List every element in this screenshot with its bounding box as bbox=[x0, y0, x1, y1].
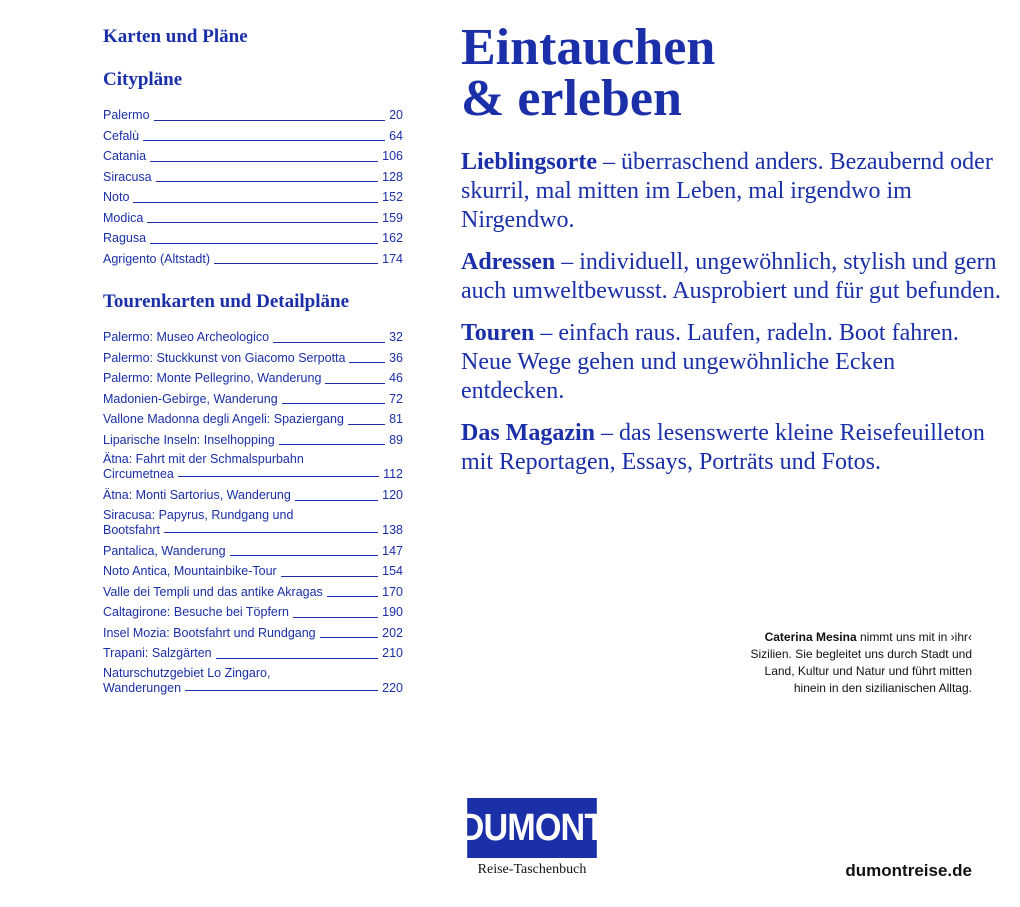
toc-entry bbox=[103, 126, 403, 147]
toc-leader-line bbox=[143, 140, 385, 141]
toc-entry-label: Caltagirone: Besuche bei Töpfern bbox=[103, 605, 289, 619]
logo-brand: DUMONT bbox=[467, 798, 597, 858]
feature-term: Touren bbox=[461, 320, 535, 346]
toc-leader-line bbox=[216, 658, 379, 659]
author-blurb bbox=[732, 629, 972, 697]
toc-entry-label: Palermo: Stuckkunst von Giacomo Serpotta bbox=[103, 350, 346, 365]
toc-page-number: 81 bbox=[389, 412, 403, 426]
toc-page-number: 152 bbox=[382, 190, 403, 204]
toc-leader-line bbox=[349, 362, 385, 363]
toc-page-number: 112 bbox=[383, 467, 403, 481]
toc-page-number: 89 bbox=[389, 432, 403, 447]
toc-entry bbox=[103, 228, 403, 249]
toc-leader-line bbox=[156, 181, 379, 182]
toc-leader-line bbox=[214, 263, 378, 264]
toc-leader-line bbox=[293, 617, 378, 618]
toc-page-number: 20 bbox=[389, 108, 403, 122]
toc-entry-label: Noto bbox=[103, 190, 130, 204]
toc-entry-label: Pantalica, Wanderung bbox=[103, 543, 226, 558]
toc-leader-line bbox=[150, 243, 378, 244]
feature-block bbox=[461, 419, 1001, 477]
toc-leader-line bbox=[348, 424, 385, 425]
toc-leader-line bbox=[273, 342, 385, 343]
toc-page-number: 147 bbox=[382, 543, 403, 558]
toc-entry-label: Ätna: Monti Sartorius, Wanderung bbox=[103, 488, 291, 502]
toc-entry bbox=[103, 368, 403, 389]
toc-leader-line bbox=[320, 637, 379, 638]
toc-entry bbox=[103, 623, 403, 644]
toc-entry-label: Palermo bbox=[103, 108, 150, 122]
toc-entry-label: Catania bbox=[103, 149, 147, 163]
author-text: nimmt uns mit in ›ihr‹ Sizilien. Sie begleitet uns durch Stadt und Land, Kultur und Natur und führt mitten hinein in den sizilianischen Alltag. bbox=[750, 630, 972, 695]
toc-entry bbox=[103, 187, 403, 208]
toc-entry-label: Palermo: Monte Pellegrino, Wanderung bbox=[103, 371, 322, 385]
toc-entry bbox=[103, 602, 403, 623]
toc-entry bbox=[103, 452, 403, 482]
logo-tagline: Reise-Taschenbuch bbox=[477, 862, 587, 877]
toc-page-number: 190 bbox=[382, 605, 403, 619]
toc-entry-label: Noto Antica, Mountainbike-Tour bbox=[103, 564, 277, 578]
website-url: dumontreise.de bbox=[845, 861, 972, 880]
toc-entry-label: Agrigento (Altstadt) bbox=[103, 251, 210, 266]
toc-page-number: 120 bbox=[382, 488, 403, 502]
toc-page-number: 138 bbox=[382, 522, 403, 537]
feature-block bbox=[461, 248, 1001, 306]
toc-page-number: 64 bbox=[389, 128, 403, 143]
toc-page-number: 210 bbox=[382, 646, 403, 660]
toc-leader-line bbox=[230, 555, 379, 556]
toc-entry bbox=[103, 643, 403, 664]
toc-entry-label: Siracusa bbox=[103, 169, 152, 184]
toc-page-number: 170 bbox=[382, 584, 403, 599]
toc-entry-label: Liparische Inseln: Inselhopping bbox=[103, 432, 275, 447]
feature-term: Das Magazin bbox=[461, 420, 595, 446]
feature-blocks bbox=[461, 148, 1001, 477]
toc-entry bbox=[103, 541, 403, 562]
toc-leader-line bbox=[295, 500, 378, 501]
toc-entry-label: Naturschutzgebiet Lo Zingaro, bbox=[103, 665, 271, 680]
toc-leader-line bbox=[325, 383, 385, 384]
toc-leader-line bbox=[147, 222, 378, 223]
toc-entry bbox=[103, 146, 403, 167]
toc-entry bbox=[103, 430, 403, 451]
toc-leader-line bbox=[133, 202, 378, 203]
toc-leader-line bbox=[279, 444, 385, 445]
citymaps-list bbox=[103, 105, 403, 269]
toc-entry-label: Modica bbox=[103, 210, 144, 225]
toc-page-number: 128 bbox=[382, 169, 403, 184]
citymaps-title: Citypläne bbox=[103, 69, 183, 90]
toc-page-number: 220 bbox=[382, 680, 403, 695]
toc-leader-line bbox=[178, 476, 379, 477]
toc-entry-label: Vallone Madonna degli Angeli: Spaziergang bbox=[103, 412, 344, 426]
tourmaps-list bbox=[103, 327, 403, 696]
toc-entry-label-continued: Wanderungen bbox=[103, 680, 182, 695]
hero-title bbox=[461, 19, 1001, 127]
toc-page-number: 154 bbox=[382, 564, 403, 578]
toc-entry-label: Valle dei Templi und das antike Akragas bbox=[103, 584, 323, 599]
feature-text: – einfach raus. Laufen, radeln. Boot fahren. Neue Wege gehen und ungewöhnliche Ecken entdecken. bbox=[461, 320, 959, 404]
feature-term: Adressen bbox=[461, 249, 556, 275]
toc-leader-line bbox=[327, 596, 378, 597]
feature-text: – individuell, ungewöhnlich, stylish und gern auch umweltbewusst. Ausprobiert und für gut befunden. bbox=[461, 249, 1001, 304]
toc-entry bbox=[103, 508, 403, 538]
toc-leader-line bbox=[281, 576, 378, 577]
feature-text: – überraschend anders. Bezaubernd oder skurril, mal mitten im Leben, mal irgendwo im Nirgendwo. bbox=[461, 149, 993, 233]
toc-leader-line bbox=[282, 403, 385, 404]
toc-page-number: 162 bbox=[382, 231, 403, 245]
toc-leader-line bbox=[164, 532, 378, 533]
tourmaps-title: Tourenkarten und Detailpläne bbox=[103, 291, 349, 312]
toc-entry-label: Ragusa bbox=[103, 231, 147, 245]
toc-page-number: 46 bbox=[389, 371, 403, 385]
toc-entry-label: Insel Mozia: Bootsfahrt und Rundgang bbox=[103, 625, 316, 640]
toc-entry-label: Palermo: Museo Archeologico bbox=[103, 330, 270, 344]
toc-entry bbox=[103, 105, 403, 126]
toc-entry bbox=[103, 167, 403, 188]
toc-entry bbox=[103, 666, 403, 696]
toc-entry-label: Cefalù bbox=[103, 128, 140, 143]
toc-entry bbox=[103, 389, 403, 410]
toc-entry bbox=[103, 327, 403, 348]
hero-line-2: & erleben bbox=[461, 70, 682, 127]
feature-block bbox=[461, 148, 1001, 235]
toc-entry-label-continued: Circumetnea bbox=[103, 467, 174, 481]
feature-text: – das lesenswerte kleine Reisefeuilleton mit Reportagen, Essays, Porträts und Fotos. bbox=[461, 420, 985, 475]
toc-page-number: 174 bbox=[382, 251, 403, 266]
feature-block bbox=[461, 319, 1001, 406]
toc-entry bbox=[103, 249, 403, 270]
toc-page-number: 36 bbox=[389, 350, 403, 365]
toc-leader-line bbox=[150, 161, 378, 162]
toc-leader-line bbox=[154, 120, 386, 121]
toc-entry-label: Trapani: Salzgärten bbox=[103, 646, 212, 660]
feature-term: Lieblingsorte bbox=[461, 149, 597, 175]
map-index bbox=[103, 26, 403, 699]
toc-page-number: 72 bbox=[389, 391, 403, 406]
toc-entry bbox=[103, 208, 403, 229]
toc-page-number: 202 bbox=[382, 625, 403, 640]
dumont-logo bbox=[460, 798, 604, 878]
hero-line-1: Eintauchen bbox=[461, 19, 716, 76]
toc-entry bbox=[103, 582, 403, 603]
index-heading: Karten und Pläne bbox=[103, 26, 248, 47]
toc-page-number: 159 bbox=[382, 210, 403, 225]
toc-entry-label-continued: Bootsfahrt bbox=[103, 522, 160, 537]
toc-page-number: 106 bbox=[382, 149, 403, 163]
author-name: Caterina Mesina bbox=[764, 630, 857, 644]
toc-entry-label: Madonien-Gebirge, Wanderung bbox=[103, 391, 278, 406]
toc-entry bbox=[103, 485, 403, 506]
toc-entry-label: Ätna: Fahrt mit der Schmalspurbahn bbox=[103, 452, 304, 466]
toc-entry bbox=[103, 348, 403, 369]
toc-entry bbox=[103, 409, 403, 430]
toc-entry-label: Siracusa: Papyrus, Rundgang und bbox=[103, 507, 294, 522]
toc-leader-line bbox=[185, 690, 378, 691]
intro-column bbox=[461, 19, 1001, 490]
toc-entry bbox=[103, 561, 403, 582]
toc-page-number: 32 bbox=[389, 330, 403, 344]
